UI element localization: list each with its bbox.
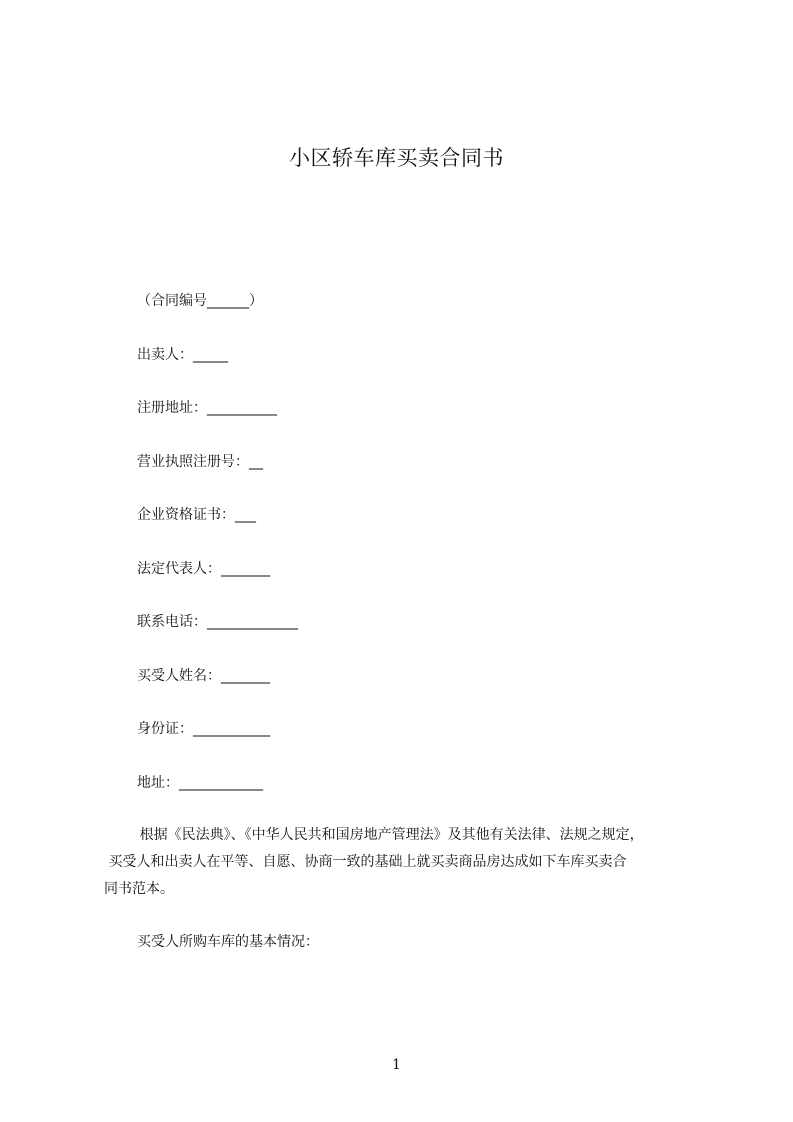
registered-address-field: 注册地址：__________ <box>137 400 277 416</box>
page-number: 1 <box>392 1057 401 1073</box>
contract-number-field: （合同编号______） <box>137 293 263 309</box>
phone-field: 联系电话：_____________ <box>137 614 298 630</box>
address-field: 地址：____________ <box>137 775 263 791</box>
paragraph-line: 根据《民法典》、《中华人民共和国房地产管理法》及其他有关法律、法规之规定， <box>104 827 644 843</box>
paragraph-line: 买受人和出卖人在平等、自愿、协商一致的基础上就买卖商品房达成如下车库买卖合 <box>104 854 627 870</box>
seller-field: 出卖人：_____ <box>137 347 228 363</box>
id-card-field: 身份证：___________ <box>137 721 270 737</box>
buyer-name-field: 买受人姓名：_______ <box>137 668 270 684</box>
paragraph-line: 同书范本。 <box>104 881 174 897</box>
legal-representative-field: 法定代表人：_______ <box>137 561 270 577</box>
document-title: 小区轿车库买卖合同书 <box>289 146 504 170</box>
qualification-certificate-field: 企业资格证书：___ <box>137 507 256 523</box>
section-heading: 买受人所购车库的基本情况： <box>137 934 319 950</box>
business-license-field: 营业执照注册号：__ <box>137 454 263 470</box>
